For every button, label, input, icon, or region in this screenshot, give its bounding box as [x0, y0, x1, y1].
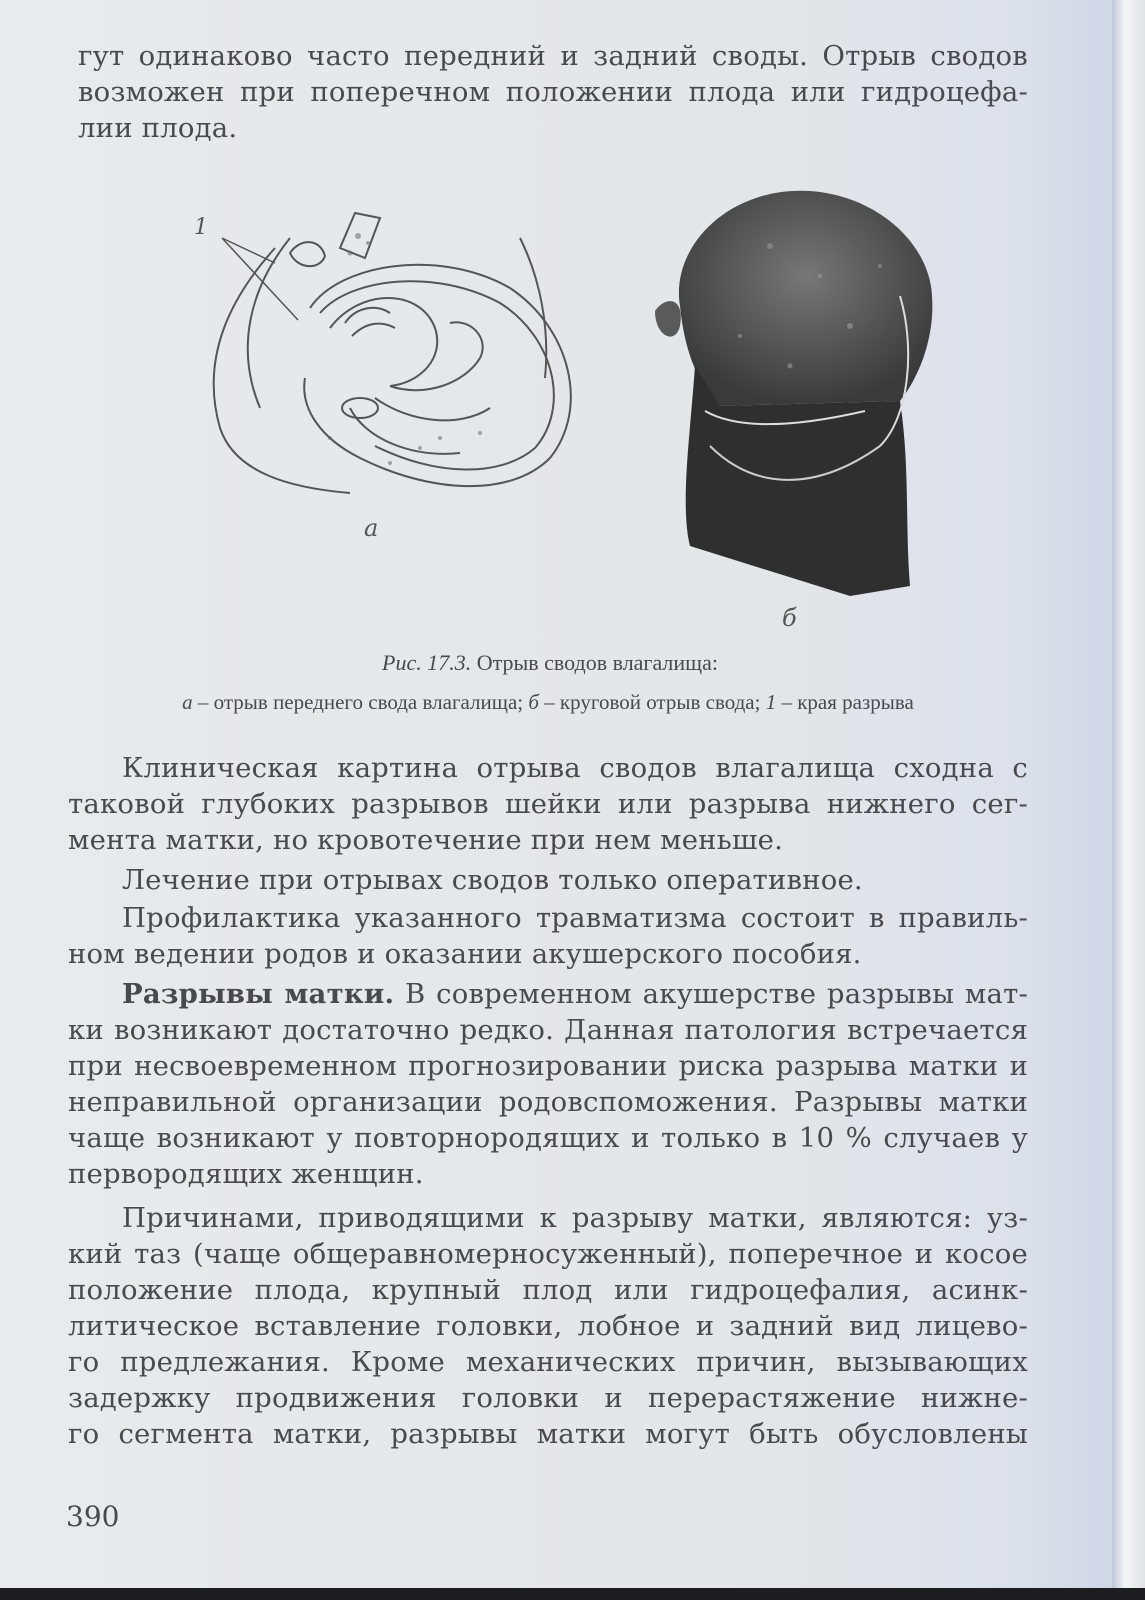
figure-caption-title — [0, 650, 1100, 676]
intro-line: возможен при поперечном положении плода или гидроцефа- — [78, 76, 1028, 108]
intro-line: гут одинаково часто передний и задний своды. Отрыв сводов — [78, 40, 1028, 72]
figure-a-illustration — [180, 208, 600, 508]
legend-key: 1 — [765, 690, 777, 714]
figure-caption-legend — [76, 690, 1020, 715]
paragraph-line: литическое вставление головки, лобное и задний вид лицево- — [68, 1310, 1028, 1342]
paragraph-line: задержку продвижения головки и перерастяжение нижне- — [68, 1382, 1028, 1414]
legend-text: – края разрыва — [776, 690, 914, 714]
paragraph-line: го предлежания. Кроме механических причин, вызывающих — [68, 1346, 1028, 1378]
figure-b-illustration — [650, 186, 950, 606]
marker-1-label: 1 — [194, 215, 208, 240]
paragraph-line: неправильной организации родовспоможения. Разрывы матки — [68, 1086, 1028, 1118]
figure-label-b: б — [782, 604, 797, 632]
paragraph-line: Лечение при отрывах сводов только оперативное. — [122, 864, 863, 896]
paragraph-line: го сегмента матки, разрывы матки могут быть обусловлены — [68, 1418, 1028, 1450]
paragraph-line: первородящих женщин. — [68, 1158, 424, 1190]
scan-bottom-edge — [0, 1588, 1145, 1600]
page-number: 390 — [66, 1500, 120, 1533]
paragraph-line — [122, 976, 1028, 1012]
caption-prefix: Рис. 17.3. — [382, 650, 472, 675]
paragraph-line: ном ведении родов и оказании акушерского пособия. — [68, 938, 862, 970]
paragraph-text: В современном акушерстве разрывы мат- — [394, 978, 1028, 1010]
paragraph-line: Клиническая картина отрыва сводов влагалища сходна с — [122, 752, 1028, 784]
paragraph-line: чаще возникают у повторнородящих и только в 10 % случаев у — [68, 1122, 1028, 1154]
paragraph-line: Причинами, приводящими к разрыву матки, являются: уз- — [122, 1202, 1028, 1234]
paragraph-line: мента матки, но кровотечение при нем меньше. — [68, 824, 784, 856]
paragraph-line: ки возникают достаточно редко. Данная патология встречается — [68, 1014, 1028, 1046]
book-spine-edge — [1112, 0, 1145, 1600]
paragraph-line: при несвоевременном прогнозировании риска разрыва матки и — [68, 1050, 1028, 1082]
paragraph-line: кий таз (чаще общеравномерносуженный), поперечное и косое — [68, 1238, 1028, 1270]
legend-text: – отрыв переднего свода влагалища; — [192, 690, 529, 714]
section-heading: Разрывы матки. — [122, 978, 395, 1010]
paragraph-line: таковой глубоких разрывов шейки или разрыва нижнего сег- — [68, 788, 1028, 820]
legend-key: а — [182, 690, 193, 714]
legend-text: – круговой отрыв свода; — [538, 690, 766, 714]
paragraph-line: Профилактика указанного травматизма состоит в правиль- — [122, 902, 1028, 934]
paragraph-line: положение плода, крупный плод или гидроцефалия, асинк- — [68, 1274, 1028, 1306]
intro-line: лии плода. — [78, 112, 238, 144]
caption-title: Отрыв сводов влагалища: — [476, 650, 718, 675]
legend-key: б — [528, 690, 539, 714]
figure-label-a: а — [364, 514, 379, 542]
